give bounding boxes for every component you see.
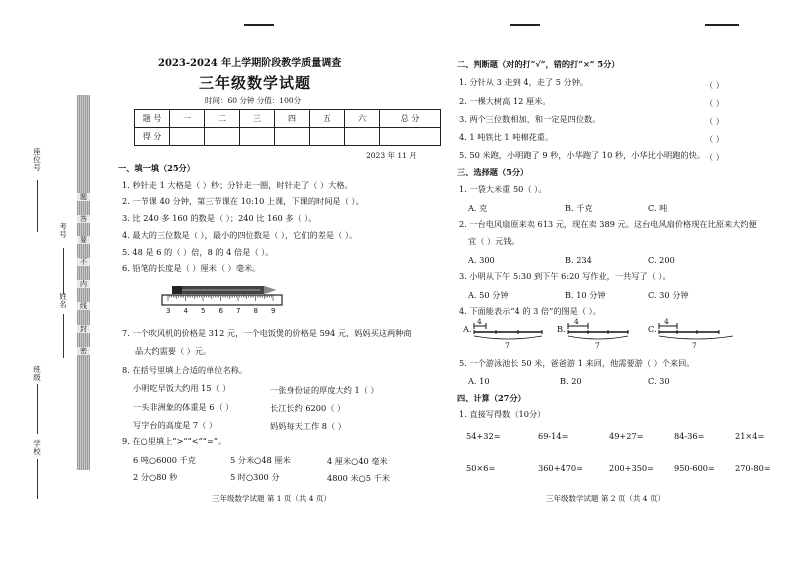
s3-q5-opt: B. 20: [560, 376, 582, 386]
calc-item: 54+32=: [466, 431, 501, 441]
s2-paren: （ ）: [705, 80, 724, 90]
exam-date: 2023 年 11 月: [366, 151, 417, 160]
s3-q4-label-a: A.: [463, 324, 472, 334]
option-c-bottom-label: 7: [692, 341, 697, 350]
calc-item: 950-600=: [674, 463, 715, 473]
score-table: [134, 109, 441, 146]
calc-item: 21×4=: [735, 431, 765, 441]
pencil-ruler-figure: [160, 280, 285, 316]
s3-q4-label-b: B.: [557, 324, 566, 334]
s2-item: 1. 分针从 3 走到 4，走了 5 分钟。: [459, 77, 589, 87]
s3-q5-opt: A. 10: [468, 376, 490, 386]
ruler-number: 5: [201, 307, 206, 315]
ruler-number: 6: [218, 307, 223, 315]
s3-q2-opt: A. 300: [468, 255, 495, 265]
binding-strip: [77, 95, 90, 470]
seat-number-label: 座位号: [33, 147, 41, 172]
s1-q9: 9. 在○里填上“>”“<”“=”。: [122, 436, 227, 446]
score-input-cell[interactable]: [275, 128, 310, 146]
strip-char: 要: [77, 236, 90, 244]
s4-sub1: 1. 直接写得数（10分）: [459, 409, 546, 419]
s1-q9-item: 4 厘米○40 毫米: [327, 456, 388, 466]
s2-paren: （ ）: [705, 134, 724, 144]
s3-q3-opt: B. 10 分钟: [565, 290, 606, 300]
score-cell: 二: [205, 110, 240, 128]
s1-q8: 8. 在括号里填上合适的单位名称。: [122, 365, 248, 375]
s1-q2: 2. 一节课 40 分钟，第三节课在 10:10 上课，下课的时间是（ ）。: [122, 196, 364, 206]
s1-q7-line2: 品大约需要（ ）元。: [135, 346, 212, 356]
school-label: 学校: [33, 439, 41, 456]
s1-q4: 4. 最大的三位数是（ ），最小的四位数是（ ），它们的差是（ ）。: [122, 230, 358, 240]
s1-q9-item: 2 分○80 秒: [133, 472, 178, 482]
score-table-score-row: [135, 128, 441, 146]
option-a-bottom-label: 7: [505, 341, 510, 350]
class-line: [37, 384, 38, 434]
s3-q1-opt: A. 克: [468, 203, 488, 213]
ruler-number: 7: [236, 307, 241, 315]
option-b-bottom-label: 7: [595, 341, 600, 350]
strip-char: 线: [77, 302, 90, 310]
s1-q6: 6. 铅笔的长度是（ ）厘米（ ）毫米。: [122, 263, 261, 273]
strip-char: 不: [77, 258, 90, 266]
s1-q8-item: 写字台的高度是 7（ ）: [133, 420, 218, 430]
score-cell: 一: [170, 110, 205, 128]
top-dash-1: [244, 24, 274, 26]
s1-q9-item: 5 时○300 分: [230, 472, 280, 482]
ruler-number: 3: [166, 307, 171, 315]
calc-item: 270-80=: [735, 463, 771, 473]
s3-q4: 4. 下面能表示“4 的 3 倍”的图是（ ）。: [459, 306, 601, 316]
calc-item: 49+27=: [609, 431, 644, 441]
score-table-header-row: [135, 110, 441, 128]
s2-paren: （ ）: [705, 98, 724, 108]
option-a-top-label: 4: [477, 317, 482, 326]
s1-q8-item: 一张身份证的厚度大约 1（ ）: [270, 385, 379, 395]
option-c-top-label: 4: [664, 317, 669, 326]
time-score: 时间：60 分钟 分值：100分: [205, 96, 302, 105]
name-label: 姓名: [59, 292, 67, 309]
ruler-number: 8: [253, 307, 258, 315]
exam-title: 三年级数学试题: [199, 74, 312, 92]
s1-q1: 1. 秒针走 1 大格是（ ）秒；分针走一圈，时针走了（ ）大格。: [122, 180, 353, 190]
score-input-cell[interactable]: [345, 128, 380, 146]
footer-left: 三年级数学试题 第 1 页（共 4 页）: [212, 494, 331, 503]
calc-item: 69-14=: [538, 431, 569, 441]
section4-title: 四、计算（27分）: [457, 393, 526, 403]
s2-item: 5. 50 米跑，小明跑了 9 秒，小华跑了 10 秒，小华比小明跑的快。: [459, 150, 705, 160]
s3-q1-opt: C. 吨: [648, 203, 668, 213]
s2-item: 3. 两个三位数相加，和一定是四位数。: [459, 114, 601, 124]
section1-title: 一、填一填（25分）: [118, 163, 195, 173]
option-b-top-label: 4: [574, 317, 579, 326]
s3-q5-opt: C. 30: [648, 376, 670, 386]
school-line: [37, 459, 38, 499]
score-input-cell[interactable]: [310, 128, 345, 146]
score-cell: 六: [345, 110, 380, 128]
calc-item: 360+470=: [538, 463, 583, 473]
s3-q4-label-c: C.: [648, 324, 657, 334]
s3-q3-opt: C. 30 分钟: [648, 290, 689, 300]
ruler-number: 9: [271, 307, 276, 315]
strip-char: 封: [77, 325, 90, 333]
footer-right: 三年级数学试题 第 2 页（共 4 页）: [546, 494, 665, 503]
s1-q3: 3. 比 240 多 160 的数是（ ）；240 比 160 多（ ）。: [122, 213, 317, 223]
s1-q9-item: 6 吨○6000 千克: [133, 455, 196, 465]
top-dash-2: [510, 24, 540, 26]
strip-char: 题: [77, 193, 90, 201]
name-line: [63, 314, 64, 358]
ruler-number: 4: [183, 307, 188, 315]
s1-q7-line1: 7. 一个吹风机的价格是 312 元，一个电饭煲的价格是 594 元，妈妈买这两种商: [122, 328, 412, 338]
s1-q9-item: 4800 米○5 千米: [327, 473, 390, 483]
score-cell: 总 分: [380, 110, 441, 128]
score-input-cell[interactable]: [205, 128, 240, 146]
score-cell: 四: [275, 110, 310, 128]
calc-item: 84-36=: [674, 431, 705, 441]
seat-number-line: [37, 180, 38, 232]
s3-q2-line1: 2. 一台电风扇原来卖 613 元，现在卖 389 元。这台电风扇价格现在比原来大约便: [459, 219, 757, 229]
s2-paren: （ ）: [705, 152, 724, 162]
option-c-diagram: [657, 318, 737, 348]
s3-q3-opt: A. 50 分钟: [468, 290, 509, 300]
s2-item: 2. 一棵大树高 12 厘米。: [459, 96, 551, 106]
pencil-icon: [172, 286, 276, 294]
exam-number-label: 考号: [59, 222, 67, 239]
s2-paren: （ ）: [705, 116, 724, 126]
s3-q1: 1. 一袋大米重 50（ ）。: [459, 184, 547, 194]
score-cell: 五: [310, 110, 345, 128]
section3-title: 三、选择题（5分）: [457, 167, 529, 177]
s1-q8-item: 一头非洲象的体重是 6（ ）: [133, 402, 234, 412]
score-input-cell[interactable]: [240, 128, 275, 146]
score-cell: 三: [240, 110, 275, 128]
survey-title: 2023-2024 年上学期阶段教学质量调查: [158, 58, 342, 69]
s3-q2-opt: C. 200: [648, 255, 675, 265]
s3-q2-opt: B. 234: [565, 255, 592, 265]
score-input-cell[interactable]: [170, 128, 205, 146]
strip-char: 内: [77, 280, 90, 288]
class-label: 班级: [33, 365, 41, 382]
s3-q1-opt: B. 千克: [565, 203, 593, 213]
top-dash-3: [705, 24, 739, 26]
s1-q5: 5. 48 是 6 的（ ）倍，8 的 4 倍是（ ）。: [122, 247, 274, 257]
strip-char: 密: [77, 347, 90, 355]
calc-item: 200+350=: [609, 463, 654, 473]
s1-q8-item: 妈妈每天工作 8（ ）: [270, 421, 346, 431]
s1-q8-item: 小明吃早饭大约用 15（ ）: [133, 383, 231, 393]
s1-q8-item: 长江长约 6200（ ）: [270, 403, 346, 413]
strip-char: 答: [77, 215, 90, 223]
calc-item: 50×6=: [466, 463, 496, 473]
score-input-cell[interactable]: [380, 128, 441, 146]
s3-q5: 5. 一个游泳池长 50 米，爸爸游 1 来回，他需要游（ ）个来回。: [459, 358, 695, 368]
s2-item: 4. 1 吨铁比 1 吨棉花重。: [459, 132, 554, 142]
s3-q3: 3. 小明从下午 5:30 到下午 6:20 写作业，一共写了（ ）。: [459, 271, 671, 281]
s1-q9-item: 5 分米○48 厘米: [230, 455, 291, 465]
section2-title: 二、判断题（对的打“√”，错的打“×” 5分）: [457, 59, 620, 69]
score-cell: 得 分: [135, 128, 170, 146]
score-cell: 题 号: [135, 110, 170, 128]
exam-number-line: [63, 248, 64, 294]
ruler-icon: [162, 295, 282, 305]
s3-q2-line2: 宜（ ）元钱。: [468, 236, 520, 246]
